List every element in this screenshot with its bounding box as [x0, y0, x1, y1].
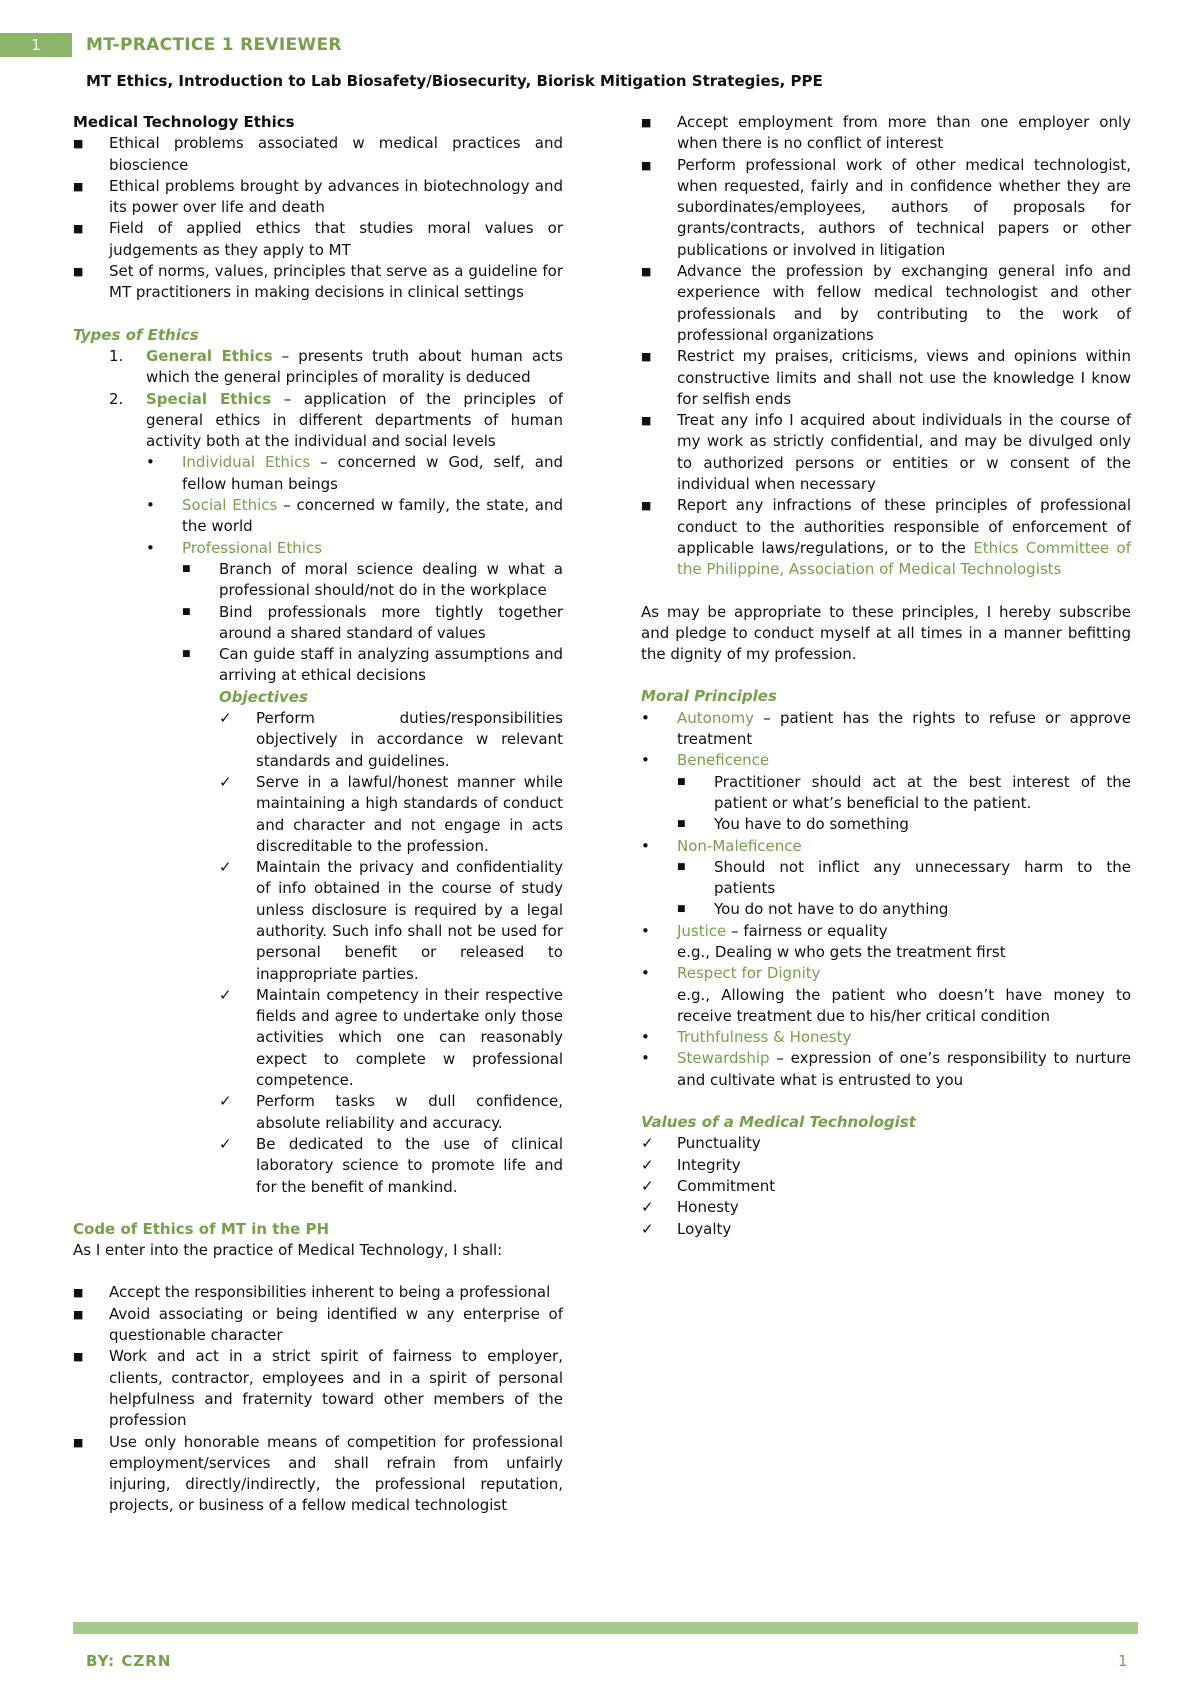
square-bullet-icon: ■: [641, 265, 652, 279]
square-bullet-icon: ■: [641, 414, 652, 428]
mte-list: [73, 133, 563, 303]
square-bullet-icon: ■: [182, 563, 191, 574]
list-item-justice: • Justice – fairness or equality: [641, 921, 1131, 942]
code-list-continued: [641, 112, 1131, 495]
checkmark-icon: ✓: [219, 772, 232, 791]
list-item: [73, 176, 563, 219]
bullet-icon: •: [641, 1049, 650, 1068]
list-item-text: Perform tasks w dull confidence, absolute reliability and accuracy.: [256, 1092, 563, 1132]
square-bullet-icon: ■: [182, 649, 191, 660]
square-bullet-icon: ■: [73, 222, 84, 236]
list-item-text: You do not have to do anything: [714, 900, 949, 919]
dignity-example: e.g., Allowing the patient who doesn’t have money to receive treatment due to his/her critical condition: [677, 985, 1131, 1025]
list-item: [641, 1133, 1131, 1154]
bullet-icon: •: [641, 921, 650, 940]
list-item-stewardship: • Stewardship – expression of one’s responsibility to nurture and cultivate what is entrusted to you: [641, 1049, 1131, 1089]
square-bullet-icon: ■: [182, 606, 191, 617]
list-item-beneficence: • Beneficence: [641, 750, 1131, 771]
list-item-autonomy: • Autonomy – patient has the rights to refuse or approve treatment: [641, 708, 1131, 749]
list-item: [73, 1432, 563, 1517]
list-item: [641, 410, 1131, 495]
list-item-text: – concerned w God, self, and fellow human beings: [182, 453, 563, 493]
list-item: [73, 985, 563, 1091]
checkmark-icon: ✓: [641, 1198, 654, 1217]
square-bullet-icon: ■: [73, 1350, 84, 1364]
special-ethics-list: [73, 452, 563, 558]
objectives-heading: Objectives: [219, 687, 308, 706]
special-ethics-item: [73, 538, 563, 559]
special-ethics-item: [73, 495, 563, 538]
page-subtitle: MT Ethics, Introduction to Lab Biosafety/Biosecurity, Biorisk Mitigation Strategies, PPE: [86, 72, 823, 90]
professional-ethics-list: [73, 559, 563, 687]
list-item-text: Treat any info I acquired about individuals in the course of my work as strictly confidential, and may be divulged only to authorized persons or entities or w consent of the individual when necessary: [677, 411, 1131, 494]
list-item: [73, 772, 563, 857]
bullet-icon: •: [146, 453, 155, 472]
list-item-term: Special Ethics: [146, 389, 272, 408]
list-item-term: Social Ethics: [182, 496, 278, 515]
list-item-text: You have to do something: [714, 815, 909, 834]
bullet-icon: •: [146, 496, 155, 515]
square-bullet-icon: ■: [73, 1307, 84, 1321]
code-heading: Code of Ethics of MT in the PH: [73, 1219, 330, 1238]
list-item-text: Restrict my praises, criticisms, views and opinions within constructive limits and shall not use the knowledge I know for selfish ends: [677, 347, 1131, 408]
square-bullet-icon: ■: [641, 350, 652, 364]
square-bullet-icon: ■: [677, 819, 686, 830]
checkmark-icon: ✓: [219, 985, 232, 1004]
list-item: [73, 708, 563, 772]
pledge-paragraph: As may be appropriate to these principles, I hereby subscribe and pledge to conduct myself at all times in a manner befitting the dignity of my profession.: [641, 602, 1131, 664]
non-maleficence-list: [641, 857, 1131, 921]
bullet-icon: •: [641, 964, 650, 983]
list-item: [73, 1304, 563, 1347]
type-item: [73, 346, 563, 389]
list-item-text: Commitment: [677, 1176, 776, 1195]
list-item-term: General Ethics: [146, 346, 273, 365]
list-item-text: Can guide staff in analyzing assumptions and arriving at ethical decisions: [219, 645, 563, 685]
values-list: [641, 1133, 1131, 1239]
list-item-text: Accept employment from more than one employer only when there is no conflict of interest: [677, 113, 1131, 153]
square-bullet-icon: ■: [641, 499, 652, 513]
list-item-text: Honesty: [677, 1198, 739, 1217]
list-item: ■ Report any infractions of these principles of professional conduct to the authorities responsible of enforcement of applicable laws/regulations, or to the Ethics Committee of the Philippine, Association of Medical Technologists: [641, 496, 1131, 579]
list-item: [73, 218, 563, 261]
types-heading: Types of Ethics: [73, 325, 199, 344]
checkmark-icon: ✓: [219, 1092, 232, 1111]
list-item: [641, 1197, 1131, 1218]
page-title: MT-PRACTICE 1 REVIEWER: [86, 35, 342, 55]
list-item-text: Avoid associating or being identified w any enterprise of questionable character: [109, 1304, 563, 1345]
list-item: [641, 1176, 1131, 1197]
list-item: [641, 772, 1131, 815]
square-bullet-icon: ■: [73, 1435, 84, 1449]
list-item: [641, 1219, 1131, 1240]
justice-example: e.g., Dealing w who gets the treatment first: [677, 942, 1006, 961]
list-item-text: Advance the profession by exchanging general info and experience with fellow medical technologist and other professionals and by contributing to the work of professional organizations: [677, 262, 1131, 344]
square-bullet-icon: ■: [73, 179, 84, 193]
bullet-icon: •: [641, 751, 650, 770]
list-item-text: Be dedicated to the use of clinical laboratory science to promote life and for the benefit of mankind.: [256, 1134, 563, 1196]
list-item-text: Perform duties/responsibilities objectively in accordance w relevant standards and guidelines.: [256, 709, 563, 770]
list-item: [73, 261, 563, 304]
bullet-icon: •: [641, 1028, 650, 1047]
square-bullet-icon: ■: [73, 265, 84, 279]
square-bullet-icon: ■: [641, 116, 652, 129]
bullet-icon: •: [146, 538, 155, 557]
list-item: [641, 346, 1131, 410]
footer-author: BY: CZRN: [86, 1652, 172, 1670]
checkmark-icon: ✓: [219, 858, 232, 877]
list-item-text: – presents truth about human acts which the general principles of morality is deduced: [146, 346, 563, 387]
list-item-text: – application of the principles of general ethics in different departments of human activity both at the individual and social levels: [146, 389, 563, 451]
list-item-text: Integrity: [677, 1155, 741, 1174]
list-item: [641, 261, 1131, 346]
mte-heading: Medical Technology Ethics: [73, 113, 295, 131]
list-item: [73, 1134, 563, 1198]
square-bullet-icon: ■: [677, 776, 686, 787]
list-item-text: Punctuality: [677, 1134, 761, 1153]
list-item: [73, 133, 563, 176]
list-item-non-maleficence: • Non-Maleficence: [641, 836, 1131, 857]
list-number: 2.: [109, 389, 124, 408]
list-item-text: Should not inflict any unnecessary harm to the patients: [714, 857, 1131, 898]
moral-principles-heading: Moral Principles: [641, 687, 777, 706]
code-intro: As I enter into the practice of Medical Technology, I shall:: [73, 1241, 503, 1260]
list-item: [641, 112, 1131, 155]
list-item-text: Use only honorable means of competition for professional employment/services and shall refrain from unfairly injuring, directly/indirectly, the professional reputation, projects, or business of a fellow medical technologist: [109, 1432, 563, 1515]
footer-bar: [73, 1622, 1138, 1634]
list-item-text: Maintain competency in their respective fields and agree to undertake only those activities which one can reasonably expect to complete w professional competence.: [256, 985, 563, 1090]
objectives-list: [73, 708, 563, 1198]
list-item-text: Accept the responsibilities inherent to being a professional: [109, 1283, 551, 1302]
list-item: [73, 1346, 563, 1431]
list-item-text: Loyalty: [677, 1219, 732, 1238]
bullet-icon: •: [641, 708, 650, 727]
left-column: [73, 112, 563, 1517]
square-bullet-icon: ■: [73, 1286, 84, 1300]
checkmark-icon: ✓: [219, 1134, 232, 1153]
list-item: [73, 857, 563, 985]
type-item: [73, 389, 563, 453]
list-item-text: Perform professional work of other medical technologist, when requested, fairly and in confidence whether they are subordinates/employees, authors of proposals for grants/contracts, authors of technical papers or other publications or involved in litigation: [677, 155, 1131, 259]
list-item-text: Practitioner should act at the best interest of the patient or what’s beneficial to the patient.: [714, 772, 1131, 812]
list-item: [73, 1091, 563, 1134]
list-item-text: Set of norms, values, principles that serve as a guideline for MT practitioners in making decisions in clinical settings: [109, 262, 563, 302]
list-item: [73, 644, 563, 687]
list-item-text: Ethical problems associated w medical practices and bioscience: [109, 134, 563, 174]
checkmark-icon: ✓: [641, 1134, 654, 1153]
list-item-text: Serve in a lawful/honest manner while maintaining a high standards of conduct and character and not engage in acts discreditable to the profession.: [256, 772, 563, 855]
list-number: 1.: [109, 346, 124, 365]
right-column: [641, 112, 1131, 1240]
list-item: [641, 1155, 1131, 1176]
square-bullet-icon: ■: [677, 904, 686, 915]
checkmark-icon: ✓: [219, 709, 232, 728]
code-list: [73, 1282, 563, 1516]
list-item-term: Professional Ethics: [182, 538, 323, 557]
list-item-truthfulness: • Truthfulness & Honesty: [641, 1027, 1131, 1048]
checkmark-icon: ✓: [641, 1219, 654, 1238]
list-item: [641, 857, 1131, 900]
types-list: [73, 346, 563, 452]
values-heading: Values of a Medical Technologist: [641, 1113, 916, 1132]
list-item: [73, 559, 563, 602]
list-item-text: Bind professionals more tightly together around a shared standard of values: [219, 602, 563, 642]
beneficence-list: [641, 772, 1131, 836]
list-item: [641, 155, 1131, 261]
checkmark-icon: ✓: [641, 1155, 654, 1174]
list-item-dignity: • Respect for Dignity: [641, 963, 1131, 984]
list-item: [641, 899, 1131, 920]
checkmark-icon: ✓: [641, 1176, 654, 1195]
list-item-term: Individual Ethics: [182, 453, 311, 472]
square-bullet-icon: ■: [73, 137, 84, 151]
square-bullet-icon: ■: [641, 158, 652, 172]
list-item: [641, 814, 1131, 835]
list-item-text: Work and act in a strict spirit of fairness to employer, clients, contractor, employees and in a spirit of personal helpfulness and fraternity toward other members of the profession: [109, 1347, 563, 1430]
page-number-badge: 1: [0, 33, 72, 57]
ethics-committee-link: Ethics Committee of the Philippine, Association of Medical Technologists: [677, 538, 1131, 579]
square-bullet-icon: ■: [677, 861, 686, 872]
list-item-text: Field of applied ethics that studies moral values or judgements as they apply to MT: [109, 219, 563, 259]
list-item-text: Ethical problems brought by advances in biotechnology and its power over life and death: [109, 176, 563, 217]
list-item-text: – concerned w family, the state, and the world: [182, 496, 563, 536]
special-ethics-item: [73, 452, 563, 495]
bullet-icon: •: [641, 836, 650, 855]
footer-page-number: 1: [1118, 1652, 1128, 1670]
list-item-text: Branch of moral science dealing w what a professional should/not do in the workplace: [219, 559, 563, 600]
list-item-text: Maintain the privacy and confidentiality of info obtained in the course of study unless disclosure is required by a legal authority. Such info shall not be used for personal benefit or released to inappropriate parties.: [256, 858, 563, 983]
list-item: [73, 602, 563, 645]
list-item: [73, 1282, 563, 1303]
